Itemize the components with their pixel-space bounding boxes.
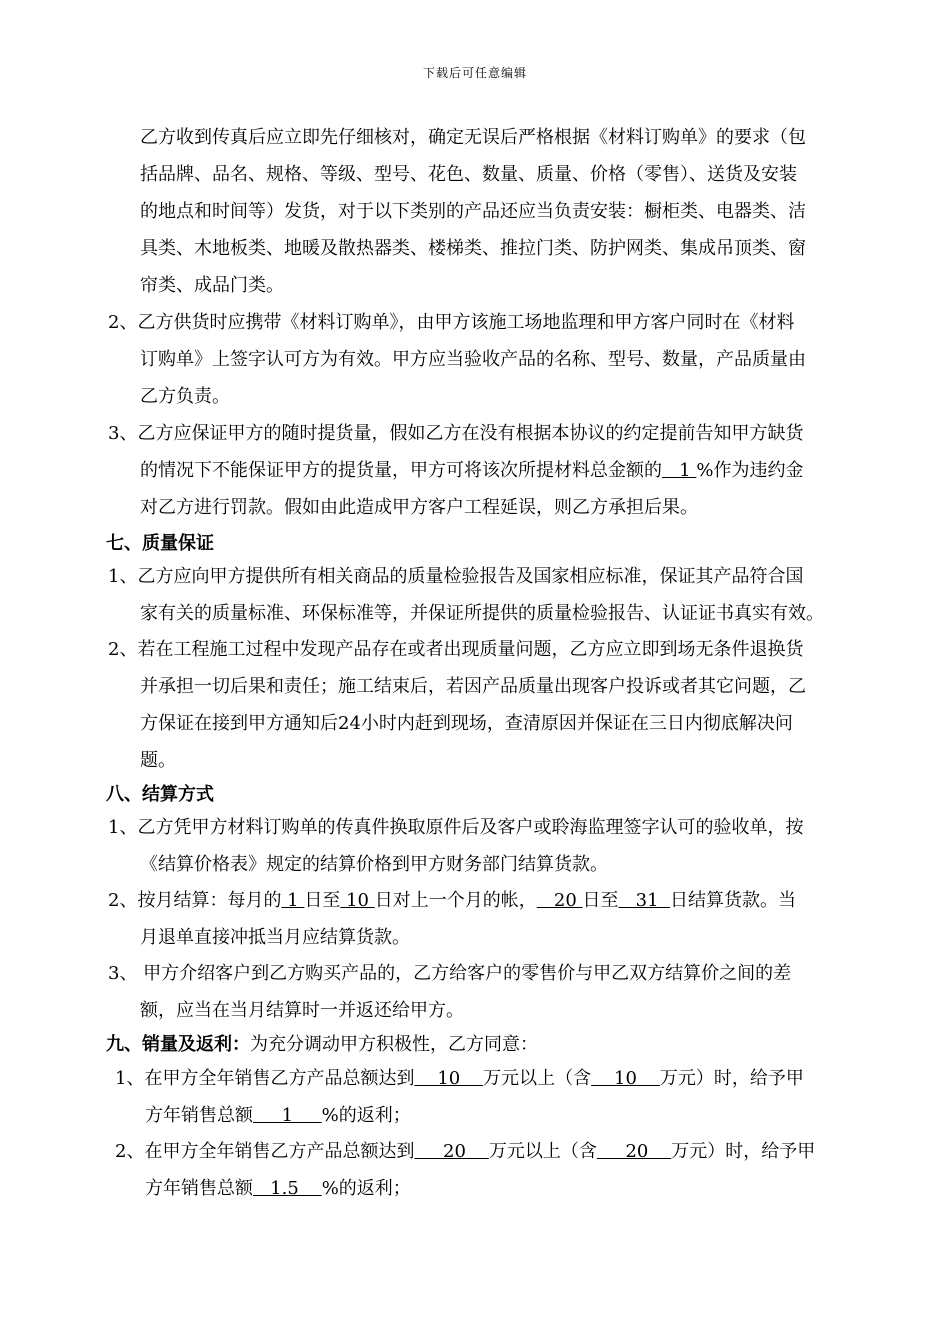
text-line: 2、按月结算：每月的 1 日至 10 日对上一个月的帐， 20 日至 31 日结算货款。当 bbox=[108, 890, 797, 911]
blank-field: 1 bbox=[662, 460, 697, 481]
text-line: 3、 甲方介绍客户到乙方购买产品的，乙方给客户的零售价与甲乙双方结算价之间的差 bbox=[108, 963, 792, 984]
text-line: 《结算价格表》规定的结算价格到甲方财务部门结算货款。 bbox=[140, 854, 608, 875]
text-line: 订购单》上签字认可方为有效。甲方应当验收产品的名称、型号、数量，产品质量由 bbox=[140, 349, 806, 370]
blank-field: 10 bbox=[591, 1068, 660, 1089]
text-line: 2、若在工程施工过程中发现产品存在或者出现质量问题，乙方应立即到场无条件退换货 bbox=[108, 639, 804, 660]
blank-field: 20 bbox=[536, 890, 583, 911]
text-line: 1、乙方应向甲方提供所有相关商品的质量检验报告及国家相应标准，保证其产品符合国 bbox=[108, 566, 804, 587]
text-line: 方年销售总额 1 %的返利； bbox=[145, 1105, 411, 1126]
text-line: 对乙方进行罚款。假如由此造成甲方客户工程延误，则乙方承担后果。 bbox=[140, 497, 698, 518]
text-line: 2、在甲方全年销售乙方产品总额达到 20 万元以上（含 20 万元）时，给予甲 bbox=[115, 1141, 816, 1162]
text-line: 额，应当在当月结算时一并返还给甲方。 bbox=[140, 1000, 464, 1021]
blank-field: 1 bbox=[253, 1105, 322, 1126]
section-heading: 七、质量保证 bbox=[106, 533, 214, 554]
text-line: 具类、木地板类、地暖及散热器类、楼梯类、推拉门类、防护网类、集成吊顶类、窗 bbox=[140, 238, 806, 259]
blank-field: 31 bbox=[618, 890, 671, 911]
section-heading-line: 九、销量及返利：为充分调动甲方积极性，乙方同意： bbox=[106, 1034, 538, 1055]
text-line: 的情况下不能保证甲方的提货量，甲方可将该次所提材料总金额的 1 %作为违约金 bbox=[140, 460, 804, 481]
text-line: 2、乙方供货时应携带《材料订购单》，由甲方该施工场地监理和甲方客户同时在《材料 bbox=[108, 312, 795, 333]
text-line: 的地点和时间等）发货，对于以下类别的产品还应当负责安装：橱柜类、电器类、洁 bbox=[140, 201, 806, 222]
blank-field: 20 bbox=[596, 1141, 672, 1162]
text-line: 并承担一切后果和责任；施工结束后，若因产品质量出现客户投诉或者其它问题，乙 bbox=[140, 676, 806, 697]
section-heading: 八、结算方式 bbox=[106, 784, 214, 805]
text-line: 乙方收到传真后应立即先仔细核对，确定无误后严格根据《材料订购单》的要求（包 bbox=[140, 127, 806, 148]
text-line: 1、在甲方全年销售乙方产品总额达到 10 万元以上（含 10 万元）时，给予甲 bbox=[115, 1068, 804, 1089]
text-line: 方保证在接到甲方通知后24小时内赶到现场，查清原因并保证在三日内彻底解决问 bbox=[140, 713, 793, 734]
text-line: 3、乙方应保证甲方的随时提货量，假如乙方在没有根据本协议的约定提前告知甲方缺货 bbox=[108, 423, 804, 444]
blank-field: 10 bbox=[340, 890, 375, 911]
text-line: 1、乙方凭甲方材料订购单的传真件换取原件后及客户或聆海监理签字认可的验收单，按 bbox=[108, 817, 804, 838]
blank-field: 1 bbox=[281, 890, 305, 911]
blank-field: 20 bbox=[414, 1141, 489, 1162]
page-header: 下载后可任意编辑 bbox=[422, 66, 527, 80]
blank-field: 10 bbox=[414, 1068, 484, 1089]
text-line: 题。 bbox=[140, 750, 176, 771]
blank-field: 1.5 bbox=[253, 1178, 322, 1199]
text-line: 括品牌、品名、规格、等级、型号、花色、数量、质量、价格（零售）、送货及安装 bbox=[140, 164, 797, 185]
text-line: 月退单直接冲抵当月应结算货款。 bbox=[140, 927, 410, 948]
text-line: 家有关的质量标准、环保标准等，并保证所提供的质量检验报告、认证证书真实有效。 bbox=[140, 603, 824, 624]
text-line: 帘类、成品门类。 bbox=[140, 275, 284, 296]
text-line: 乙方负责。 bbox=[140, 386, 230, 407]
text-line: 方年销售总额 1.5 %的返利； bbox=[145, 1178, 411, 1199]
